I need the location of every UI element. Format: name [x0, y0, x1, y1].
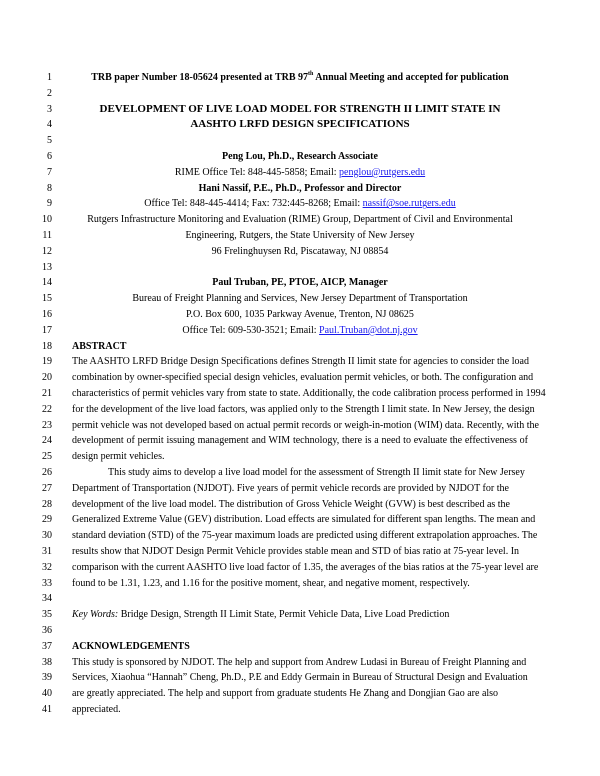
text-line [0, 639, 600, 654]
text-line [0, 86, 600, 101]
text-run: TRB paper Number 18-05624 presented at TRB 97 [91, 72, 309, 83]
text-line [0, 70, 600, 85]
text-run: Bridge Design, Strength II Limit State, Permit Vehicle Data, Live Load Prediction [118, 609, 450, 621]
text-run: This study aims to develop a live load model for the assessment of Strength II limit state for New Jersey [108, 467, 525, 478]
text-run: for the development of the live load factors, was applied only to the Strength I limit state. In New Jersey, the design [72, 403, 535, 415]
line-text [72, 323, 528, 338]
line-text [72, 291, 528, 306]
text-line [0, 512, 600, 527]
line-text [72, 655, 528, 670]
text-run: development of permit issuing management and WIM technology, there is a need to evaluate the effectiveness of [72, 435, 528, 447]
line-number: 19 [42, 356, 52, 368]
line-text [72, 228, 528, 243]
text-line [0, 418, 600, 433]
line-text [72, 354, 528, 369]
text-line [0, 307, 600, 322]
text-run: 96 Frelinghuysen Rd, Piscataway, NJ 08854 [211, 245, 389, 257]
line-number: 15 [42, 293, 52, 305]
text-run: Department of Transportation (NJDOT). Five years of permit vehicle records are provided by NJDOT for the [72, 482, 509, 494]
text-line [0, 528, 600, 543]
text-run: Key Words: [72, 609, 119, 621]
line-text [72, 307, 528, 322]
text-run: Rutgers Infrastructure Monitoring and Evaluation (RIME) Group, Department of Civil and Environmental [87, 214, 513, 226]
line-text [72, 670, 528, 685]
line-number: 26 [42, 467, 52, 478]
text-line [0, 212, 600, 227]
text-run: characteristics of permit vehicles vary from state to state. Additionally, the code calibration process performed in 1994 [72, 388, 546, 399]
text-line [0, 370, 600, 385]
text-line [0, 133, 600, 148]
line-number: 31 [42, 546, 52, 557]
text-line [0, 670, 600, 685]
line-text [72, 702, 528, 717]
line-text [72, 607, 528, 622]
line-number: 6 [47, 151, 52, 162]
text-run: Paul Truban, PE, PTOE, AICP, Manager [212, 277, 388, 289]
text-line [0, 386, 600, 401]
text-run: ACKNOWLEDGEMENTS [72, 640, 190, 652]
line-number: 24 [42, 435, 52, 447]
text-line [0, 149, 600, 164]
text-line [0, 102, 600, 117]
text-run: P.O. Box 600, 1035 Parkway Avenue, Trenton, NJ 08625 [186, 309, 414, 320]
line-number: 20 [42, 372, 52, 384]
text-run: permit vehicle was not developed based on actual permit records or weigh-in-motion (WIM) data. Recently, with the [72, 419, 539, 431]
text-line [0, 228, 600, 243]
text-run: results show that NJDOT Design Permit Vehicle provides stable mean and STD of bias ratio at 75-year level. In [72, 546, 520, 557]
line-text [72, 402, 535, 417]
text-line [0, 244, 600, 259]
text-line [0, 576, 600, 591]
text-line [0, 449, 600, 464]
line-text [72, 560, 539, 575]
text-line [0, 181, 600, 196]
text-run: combination by owner-specified special design vehicles, evaluation permit vehicles, or both. The configuration and [72, 372, 534, 384]
text-line [0, 702, 600, 717]
text-line [0, 623, 600, 638]
text-line [0, 497, 600, 512]
text-run: ABSTRACT [72, 340, 127, 352]
line-number: 40 [42, 688, 52, 700]
text-run: Services, Xiaohua “Hannah” Cheng, Ph.D., P.E and Eddy Germain in Bureau of Structural Design and Evaluation [72, 672, 528, 684]
text-line [0, 165, 600, 180]
line-text [72, 196, 528, 211]
line-text [72, 117, 528, 132]
line-number: 17 [42, 324, 52, 336]
text-line [0, 433, 600, 448]
text-line [0, 260, 600, 275]
text-run: design permit vehicles. [72, 451, 165, 463]
text-line [0, 591, 600, 606]
text-line [0, 402, 600, 417]
line-text [72, 686, 528, 701]
line-number: 29 [42, 514, 52, 526]
text-line [0, 481, 600, 496]
line-text [72, 418, 539, 433]
text-line [0, 291, 600, 306]
text-line [0, 544, 600, 559]
line-number: 28 [42, 498, 52, 510]
text-line [0, 339, 600, 354]
text-run: development of the live load model. The distribution of Gross Vehicle Weight (GVW) is best described as the [72, 498, 510, 510]
text-line [0, 560, 600, 575]
line-number: 18 [42, 340, 52, 352]
text-line [0, 117, 600, 132]
line-text [72, 370, 534, 385]
line-number: 35 [42, 609, 52, 621]
text-line [0, 323, 600, 338]
line-number: 9 [47, 198, 52, 210]
line-number: 8 [47, 182, 52, 194]
text-run: Engineering, Rutgers, the State University of New Jersey [185, 230, 415, 241]
text-run: Hani Nassif, P.E., Ph.D., Professor and Director [198, 182, 402, 194]
line-text [72, 149, 528, 164]
line-text [72, 497, 528, 512]
text-run: found to be 1.31, 1.23, and 1.16 for the positive moment, shear, and negative moment, respectively. [72, 577, 470, 589]
line-text [72, 528, 538, 543]
text-line [0, 354, 600, 369]
line-number: 32 [42, 561, 52, 573]
line-number: 33 [42, 577, 52, 589]
text-run: Office Tel: 609-530-3521; Email: [182, 324, 320, 336]
line-number: 21 [42, 388, 52, 399]
line-text [72, 244, 528, 259]
line-number: 27 [42, 482, 52, 494]
line-number: 34 [42, 593, 52, 605]
text-run: Peng Lou, Ph.D., Research Associate [222, 151, 378, 162]
line-text [72, 639, 528, 654]
text-run: Office Tel: 848-445-4414; Fax: 732:445-8268; Email: [144, 198, 363, 210]
text-run: RIME Office Tel: 848-445-5858; Email: [174, 166, 340, 178]
text-run: appreciated. [72, 704, 121, 715]
line-number: 5 [47, 135, 52, 147]
line-number: 39 [42, 672, 52, 684]
text-line [0, 275, 600, 290]
line-text [72, 339, 528, 354]
line-text [72, 386, 546, 401]
line-number: 25 [42, 451, 52, 463]
text-run: Annual Meeting and accepted for publication [313, 72, 509, 83]
text-run: DEVELOPMENT OF LIVE LOAD MODEL FOR STRENGTH II LIMIT STATE IN [99, 102, 501, 115]
line-number: 22 [42, 403, 52, 415]
email-link[interactable]: nassif@soe.rutgers.edu [362, 198, 456, 210]
line-number: 23 [42, 419, 52, 431]
line-text [72, 465, 528, 480]
line-number: 13 [42, 261, 52, 273]
text-run: AASHTO LRFD DESIGN SPECIFICATIONS [190, 118, 410, 131]
line-number: 30 [42, 530, 52, 542]
line-number: 4 [47, 119, 52, 131]
line-text [72, 481, 528, 496]
email-link[interactable]: Paul.Truban@dot.nj.gov [319, 324, 418, 336]
text-line [0, 465, 600, 480]
line-number: 1 [47, 72, 52, 83]
line-number: 14 [42, 277, 52, 289]
line-text [72, 275, 528, 290]
line-number: 2 [47, 87, 52, 99]
text-run: Bureau of Freight Planning and Services, New Jersey Department of Transportation [132, 293, 468, 305]
text-run: th [308, 70, 314, 77]
line-number: 12 [42, 245, 52, 257]
line-text [72, 212, 528, 227]
text-run: are greatly appreciated. The help and support from graduate students He Zhang and Dongjian Gao are also [72, 688, 499, 700]
text-line [0, 686, 600, 701]
line-number: 10 [42, 214, 52, 226]
line-text [72, 449, 528, 464]
text-line [0, 655, 600, 670]
line-text [72, 181, 528, 196]
line-text [72, 102, 528, 117]
line-number: 41 [42, 704, 52, 715]
line-text [72, 70, 528, 85]
line-text [72, 433, 528, 448]
line-number: 7 [47, 166, 52, 178]
line-number: 37 [42, 640, 52, 652]
line-number: 38 [42, 656, 52, 668]
line-text [72, 544, 528, 559]
line-number: 16 [42, 309, 52, 320]
text-run: standard deviation (STD) of the 75-year maximum loads are predicted using different extrapolation approaches. The [72, 530, 538, 542]
line-text [72, 576, 528, 591]
line-number: 36 [42, 625, 52, 636]
email-link[interactable]: penglou@rutgers.edu [339, 166, 426, 178]
line-text [72, 512, 536, 527]
text-run: This study is sponsored by NJDOT. The help and support from Andrew Ludasi in Bureau of Freight Planning and [72, 656, 527, 668]
text-run: The AASHTO LRFD Bridge Design Specifications defines Strength II limit state for agencies to consider the load [72, 356, 529, 368]
line-number: 11 [42, 230, 52, 241]
text-run: comparison with the current AASHTO live load factor of 1.35, the averages of the bias ratios at the 75-year level are [72, 561, 539, 573]
text-line [0, 196, 600, 211]
line-number: 3 [47, 103, 52, 115]
line-text [72, 165, 528, 180]
text-line [0, 607, 600, 622]
text-run: Generalized Extreme Value (GEV) distribution. Load effects are simulated for different span lengths. The mean and [72, 514, 536, 526]
